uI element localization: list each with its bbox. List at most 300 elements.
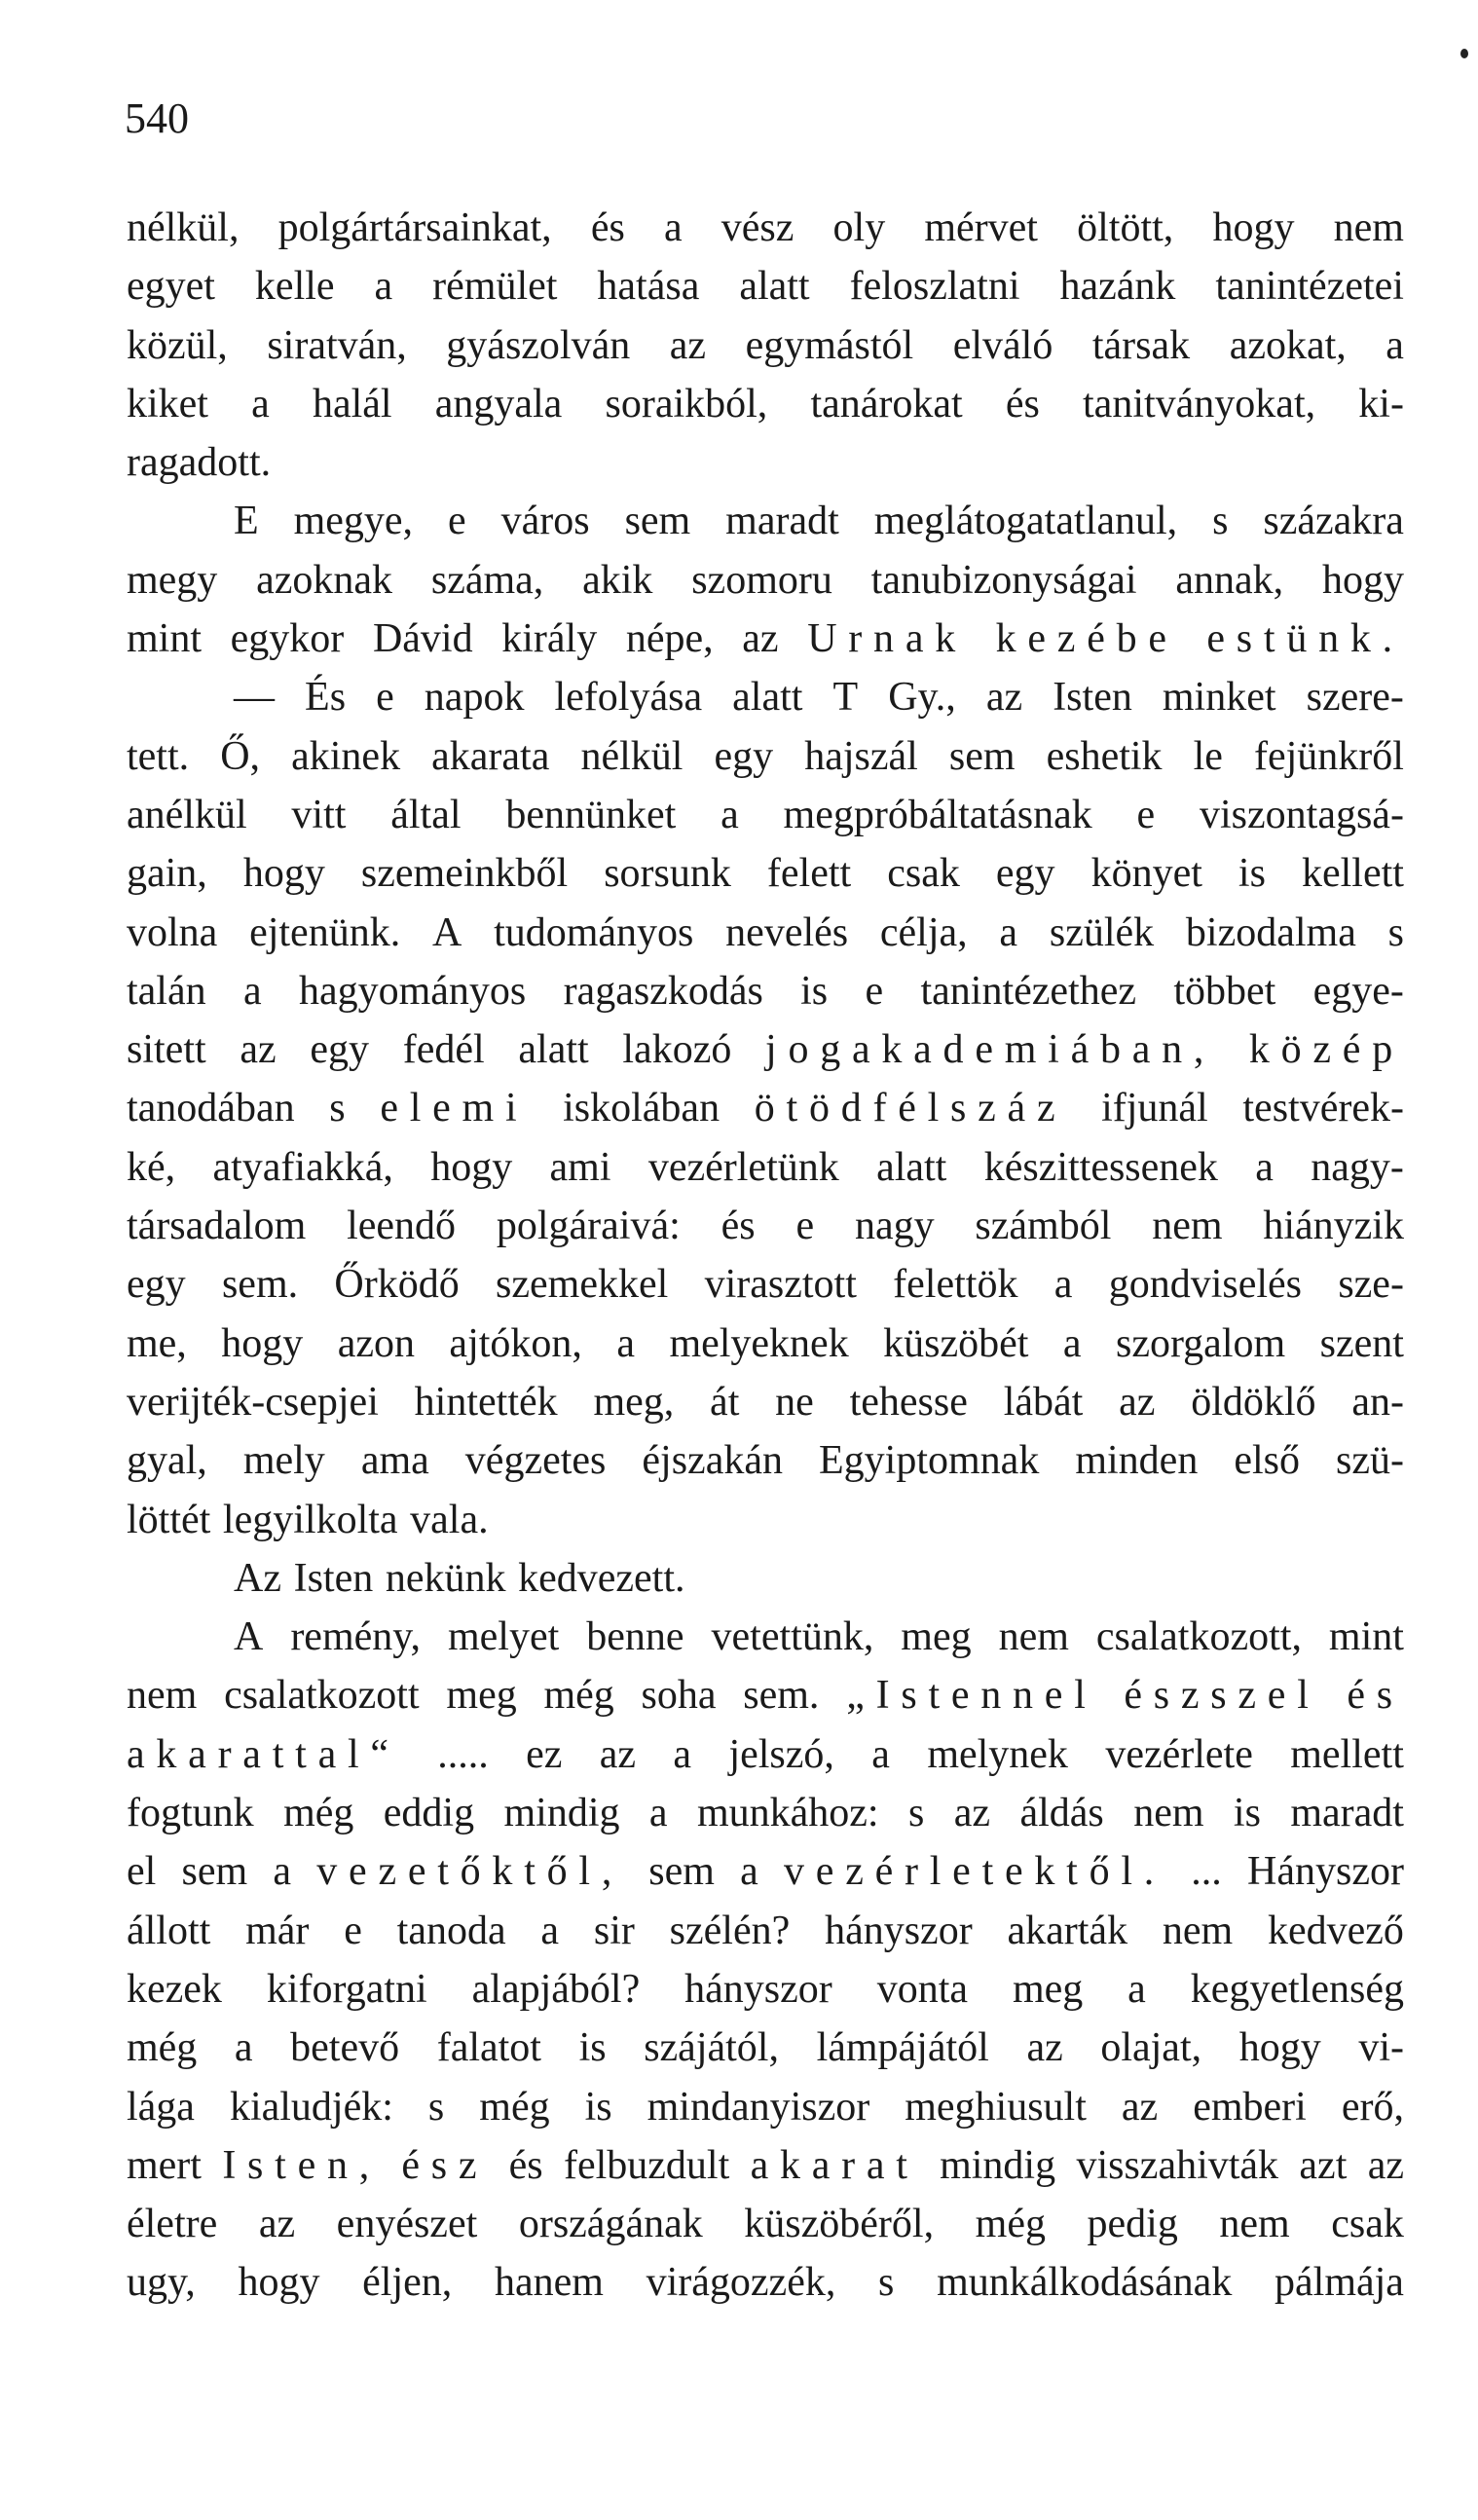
word: Isten, [222, 2142, 382, 2188]
word: hazánk [1059, 264, 1176, 310]
word: el [127, 1849, 157, 1895]
word: halál [312, 381, 392, 426]
word: meg [901, 1614, 972, 1660]
word: kelle [254, 264, 335, 310]
word: T [832, 675, 859, 721]
word: Őrködő [334, 1262, 460, 1308]
word: iskolában [563, 1086, 721, 1131]
word: munkálkodásának [937, 2260, 1233, 2306]
text-line [127, 727, 1404, 786]
word: sem [624, 499, 691, 544]
word: ifjunál [1101, 1086, 1208, 1131]
word: első [1234, 1438, 1300, 1484]
word: s [878, 2260, 895, 2306]
word: bennünket [505, 792, 677, 837]
word: és [721, 1204, 756, 1249]
word: hatása [597, 264, 700, 310]
text-line [127, 1960, 1404, 2019]
word: egy [714, 733, 774, 779]
text-line [127, 199, 1404, 257]
word: e [1136, 792, 1156, 837]
word: az [953, 1791, 991, 1836]
word: az [240, 1027, 277, 1073]
word: fogtunk [127, 1791, 254, 1836]
word: e [376, 675, 394, 721]
word: még [283, 1791, 354, 1836]
text-line [127, 2078, 1404, 2136]
word: által [390, 792, 462, 837]
word: ..... [437, 1731, 489, 1777]
word: kezek [127, 1966, 222, 2012]
word: szomoru [691, 557, 832, 603]
word: Dávid [372, 616, 473, 662]
word: alatt [518, 1027, 589, 1073]
word: virágozzék, [646, 2260, 836, 2306]
word: még [127, 2025, 198, 2071]
word: mint [1328, 1614, 1404, 1660]
word: ragadott. [127, 440, 272, 486]
word: át [710, 1379, 740, 1425]
word: szent [1319, 1320, 1404, 1366]
word: hogy [221, 1320, 304, 1366]
word: az [1026, 2025, 1063, 2071]
word: szélén? [669, 1908, 791, 1953]
word: testvérek- [1242, 1086, 1404, 1131]
word: Isten [293, 1555, 374, 1601]
word: olajat, [1100, 2025, 1202, 2071]
word: még [479, 2084, 550, 2130]
word: is [800, 968, 829, 1014]
word: vezérletünk [647, 1144, 839, 1190]
word: hogy [1321, 557, 1404, 603]
word: Ő, [220, 733, 261, 779]
word: soraikból, [605, 381, 768, 426]
word: sir [593, 1908, 635, 1953]
word: vész [721, 205, 794, 250]
word: meg [1012, 1966, 1084, 2012]
word: kegyetlenség [1190, 1966, 1404, 2012]
word: mert [127, 2142, 202, 2188]
text-line [127, 962, 1404, 1020]
word: mely [242, 1438, 325, 1484]
word: me, [127, 1320, 187, 1366]
word: lefolyása [554, 675, 703, 721]
word: az [1367, 2142, 1404, 2188]
word: ké, [127, 1144, 176, 1190]
word: az [599, 1731, 637, 1777]
text-line [127, 1138, 1404, 1197]
word: egykor [230, 616, 345, 662]
word: és [590, 205, 625, 250]
text-line [127, 433, 1404, 492]
word: kedvező [1267, 1908, 1404, 1953]
word: tudományos [494, 909, 694, 955]
word: a [1053, 1262, 1073, 1308]
word: szülék [1049, 909, 1155, 955]
word: többet [1173, 968, 1276, 1014]
word: bizodalma [1185, 909, 1356, 955]
word: jogakademiában, [765, 1027, 1216, 1073]
word: egy [995, 851, 1055, 897]
word: ugy, [127, 2260, 196, 2306]
word: tanárokat [810, 381, 963, 426]
word: is [1233, 1791, 1261, 1836]
word: melynek [927, 1731, 1068, 1777]
word: tanubizonyságai [870, 557, 1137, 603]
word: polgártársainkat, [277, 205, 552, 250]
word: számból [975, 1204, 1112, 1249]
word: elváló [952, 322, 1053, 368]
word: nélkül [580, 733, 684, 779]
word: „Istennel [846, 1673, 1097, 1719]
word: vezérletektől. [784, 1849, 1166, 1895]
word: an- [1351, 1379, 1404, 1425]
word: ajtókon, [449, 1320, 582, 1366]
word: elemi [380, 1086, 529, 1131]
word: társak [1091, 322, 1191, 368]
word: pálmája [1275, 2260, 1404, 2306]
word: a [663, 205, 683, 250]
word: csak [887, 851, 960, 897]
word: emberi [1193, 2084, 1307, 2130]
text-line [127, 1315, 1404, 1373]
word: E [234, 499, 259, 544]
word: enyészet [336, 2202, 478, 2247]
word: a [540, 1908, 560, 1953]
word: anélkül [127, 792, 247, 837]
word: löttét [127, 1497, 211, 1542]
word: gain, [127, 851, 207, 897]
word: a [234, 2025, 253, 2071]
word: hanem [494, 2260, 604, 2306]
word: küszöbéről, [744, 2202, 935, 2247]
word: azokat, [1229, 322, 1347, 368]
word: gondviselés [1108, 1262, 1303, 1308]
word: e [795, 1204, 815, 1249]
word: sem [181, 1849, 248, 1895]
word: nem [1133, 1791, 1204, 1836]
word: Hányszor [1247, 1849, 1404, 1895]
word: s [908, 1791, 925, 1836]
text-line [127, 2136, 1404, 2195]
word: akarták [1007, 1908, 1128, 1953]
word: volna [127, 909, 218, 955]
word: lakozó [622, 1027, 732, 1073]
text-line [127, 786, 1404, 844]
word: hányszor [684, 1966, 832, 2012]
word: legyilkolta [222, 1497, 398, 1542]
word: Isten [1053, 675, 1132, 721]
word: nem [1219, 2202, 1290, 2247]
word: sem [948, 733, 1016, 779]
word: szájától, [644, 2025, 779, 2071]
word: nem [1162, 1908, 1234, 1953]
word: a [242, 968, 262, 1014]
word: leendő [347, 1204, 457, 1249]
word: hányszor [825, 1908, 973, 1953]
word: talán [127, 968, 206, 1014]
word: estünk. [1206, 616, 1404, 662]
word: éjszakán [642, 1438, 783, 1484]
word: remény, [290, 1614, 422, 1660]
word: s [1387, 909, 1404, 955]
word: felbuzdult [563, 2142, 730, 2188]
word: és [508, 2142, 543, 2188]
word: meglátogatatlanul, [873, 499, 1178, 544]
word: — [234, 675, 275, 721]
word: egy [127, 1262, 186, 1308]
word: nekünk [385, 1555, 506, 1601]
word: alatt [876, 1144, 947, 1190]
word: sem. [743, 1673, 820, 1719]
word: népe, [625, 616, 714, 662]
word: társadalom [127, 1204, 307, 1249]
text-line [127, 1666, 1404, 1724]
word: felettök [893, 1262, 1018, 1308]
word: tanintézetei [1215, 264, 1404, 310]
word: százakra [1263, 499, 1404, 544]
text-line [127, 1842, 1404, 1901]
text-line [127, 904, 1404, 962]
word: megy [127, 557, 218, 603]
body-text [127, 199, 1404, 2313]
word: feloszlatni [849, 264, 1020, 310]
word: király [501, 616, 598, 662]
word: az [742, 616, 779, 662]
word: az [1121, 2084, 1159, 2130]
word: s [427, 2084, 445, 2130]
word: eshetik [1046, 733, 1163, 779]
word: vala. [410, 1497, 489, 1542]
word: a [740, 1849, 758, 1895]
text-line [127, 1431, 1404, 1490]
text-line [127, 610, 1404, 668]
word: szemeinkből [360, 851, 569, 897]
text-line [127, 1079, 1404, 1137]
word: száma, [430, 557, 544, 603]
word: célja, [879, 909, 968, 955]
word: gyászolván [446, 322, 631, 368]
word: nem [1333, 205, 1404, 250]
word: tanitványokat, [1083, 381, 1316, 426]
word: akinek [291, 733, 401, 779]
word: sem. [221, 1262, 299, 1308]
word: állott [127, 1908, 211, 1953]
word: életre [127, 2202, 218, 2247]
word: mint [127, 616, 203, 662]
word: e [865, 968, 884, 1014]
word: egymástól [745, 322, 914, 368]
word: még [975, 2202, 1046, 2247]
text-line [127, 2195, 1404, 2253]
word: szü- [1336, 1438, 1404, 1484]
word: sze- [1338, 1262, 1404, 1308]
word: fedél [402, 1027, 485, 1073]
word: áldás [1019, 1791, 1104, 1836]
word: csalatkozott [224, 1673, 420, 1719]
word: siratván, [267, 322, 407, 368]
word: egy [310, 1027, 370, 1073]
word: hogy [1212, 205, 1295, 250]
word: a [1127, 1966, 1146, 2012]
text-line [127, 1373, 1404, 1431]
word: öldöklő [1191, 1379, 1316, 1425]
word: ne [775, 1379, 814, 1425]
word: hogy [1238, 2025, 1321, 2071]
word: a [616, 1320, 635, 1366]
word: a [251, 381, 270, 426]
word: kiket [127, 381, 208, 426]
text-line [127, 2253, 1404, 2312]
word: ki- [1358, 381, 1404, 426]
page-number: 540 [125, 94, 189, 142]
text-line [127, 1784, 1404, 1842]
word: akarat [750, 2142, 919, 2188]
word: akarattal“ [127, 1731, 400, 1777]
word: megpróbáltatásnak [783, 792, 1092, 837]
word: És [305, 675, 347, 721]
word: meg, [593, 1379, 675, 1425]
word: hiányzik [1263, 1204, 1404, 1249]
word: soha [641, 1673, 717, 1719]
word: ötödfélszáz [754, 1086, 1067, 1131]
word: a [721, 792, 739, 837]
text-line [127, 492, 1404, 550]
word: verijték-csepjei [127, 1379, 379, 1425]
word: akarata [431, 733, 550, 779]
word: küszöbét [883, 1320, 1029, 1366]
word: hogy [238, 2260, 320, 2306]
word: már [245, 1908, 310, 1953]
word: s [329, 1086, 346, 1131]
text-line [127, 1549, 1404, 1608]
word: egyet [127, 264, 215, 310]
word: ragaszkodás [563, 968, 763, 1014]
word: meghiusult [905, 2084, 1087, 2130]
word: lámpájától [816, 2025, 989, 2071]
word: is [1238, 851, 1266, 897]
word: kiforgatni [266, 1966, 427, 2012]
text-line [127, 1902, 1404, 1960]
word: pedig [1087, 2202, 1178, 2247]
word: az [985, 675, 1023, 721]
word: vezérlete [1105, 1731, 1253, 1777]
word: minden [1075, 1438, 1199, 1484]
word: a [1062, 1320, 1082, 1366]
ink-speck [1460, 49, 1468, 58]
word: mindanyiszor [647, 2084, 870, 2130]
word: kellett [1301, 851, 1404, 897]
word: mindig [940, 2142, 1056, 2188]
word: készittessenek [983, 1144, 1218, 1190]
text-line [127, 1608, 1404, 1666]
word: és [1347, 1673, 1404, 1719]
word: lága [127, 2084, 195, 2130]
word: a [1386, 322, 1404, 368]
word: fejünkről [1254, 733, 1404, 779]
word: A [234, 1614, 264, 1660]
word: felett [766, 851, 852, 897]
text-line [127, 668, 1404, 726]
word: benne [586, 1614, 684, 1660]
word: visszahivták [1076, 2142, 1279, 2188]
word: az [669, 322, 707, 368]
text-line [127, 257, 1404, 315]
word: hogy [430, 1144, 513, 1190]
word: A [431, 909, 462, 955]
word: polgáraivá: [496, 1204, 681, 1249]
word: vitt [291, 792, 347, 837]
word: minket [1162, 675, 1276, 721]
word: betevő [290, 2025, 400, 2071]
word: város [500, 499, 590, 544]
word: oly [832, 205, 886, 250]
word: alatt [739, 264, 810, 310]
word: hintették [414, 1379, 558, 1425]
word: maradt [725, 499, 839, 544]
word: e [344, 1908, 362, 1953]
word: közép [1248, 1027, 1404, 1073]
word: ez [526, 1731, 563, 1777]
word: a [999, 909, 1018, 955]
word: azt [1299, 2142, 1348, 2188]
text-line [127, 551, 1404, 610]
word: csalatkozott, [1095, 1614, 1302, 1660]
text-line [127, 1725, 1404, 1784]
word: is [584, 2084, 612, 2130]
word: tanoda [396, 1908, 506, 1953]
word: szorgalom [1115, 1320, 1286, 1366]
word: országának [518, 2202, 703, 2247]
word: ejtenünk. [249, 909, 401, 955]
word: szemekkel [496, 1262, 669, 1308]
text-line [127, 316, 1404, 375]
text-line [127, 844, 1404, 903]
word: napok [424, 675, 525, 721]
word: ami [549, 1144, 611, 1190]
word: nélkül, [127, 205, 240, 250]
word: e [448, 499, 466, 544]
word: egye- [1312, 968, 1404, 1014]
word: ama [360, 1438, 429, 1484]
text-line [127, 1197, 1404, 1255]
word: Gy., [888, 675, 956, 721]
word: annak, [1175, 557, 1284, 603]
word: még [543, 1673, 614, 1719]
word: mindig [503, 1791, 620, 1836]
word: sorsunk [604, 851, 731, 897]
word: észszel [1124, 1673, 1320, 1719]
word: a [374, 264, 393, 310]
word: a [1255, 1144, 1274, 1190]
word: tett. [127, 733, 190, 779]
word: vetettünk, [711, 1614, 874, 1660]
word: rémület [432, 264, 558, 310]
word: mellett [1290, 1731, 1404, 1777]
word: a [273, 1849, 292, 1895]
word: jelszó, [728, 1731, 834, 1777]
text-line [127, 2019, 1404, 2077]
word: kedvezett. [518, 1555, 685, 1601]
word: sem [648, 1849, 715, 1895]
word: tanintézethez [920, 968, 1136, 1014]
word: azoknak [256, 557, 393, 603]
text-line [127, 1255, 1404, 1314]
word: az [258, 2202, 296, 2247]
word: ... [1191, 1849, 1222, 1895]
word: tehesse [849, 1379, 968, 1425]
word: is [578, 2025, 607, 2071]
